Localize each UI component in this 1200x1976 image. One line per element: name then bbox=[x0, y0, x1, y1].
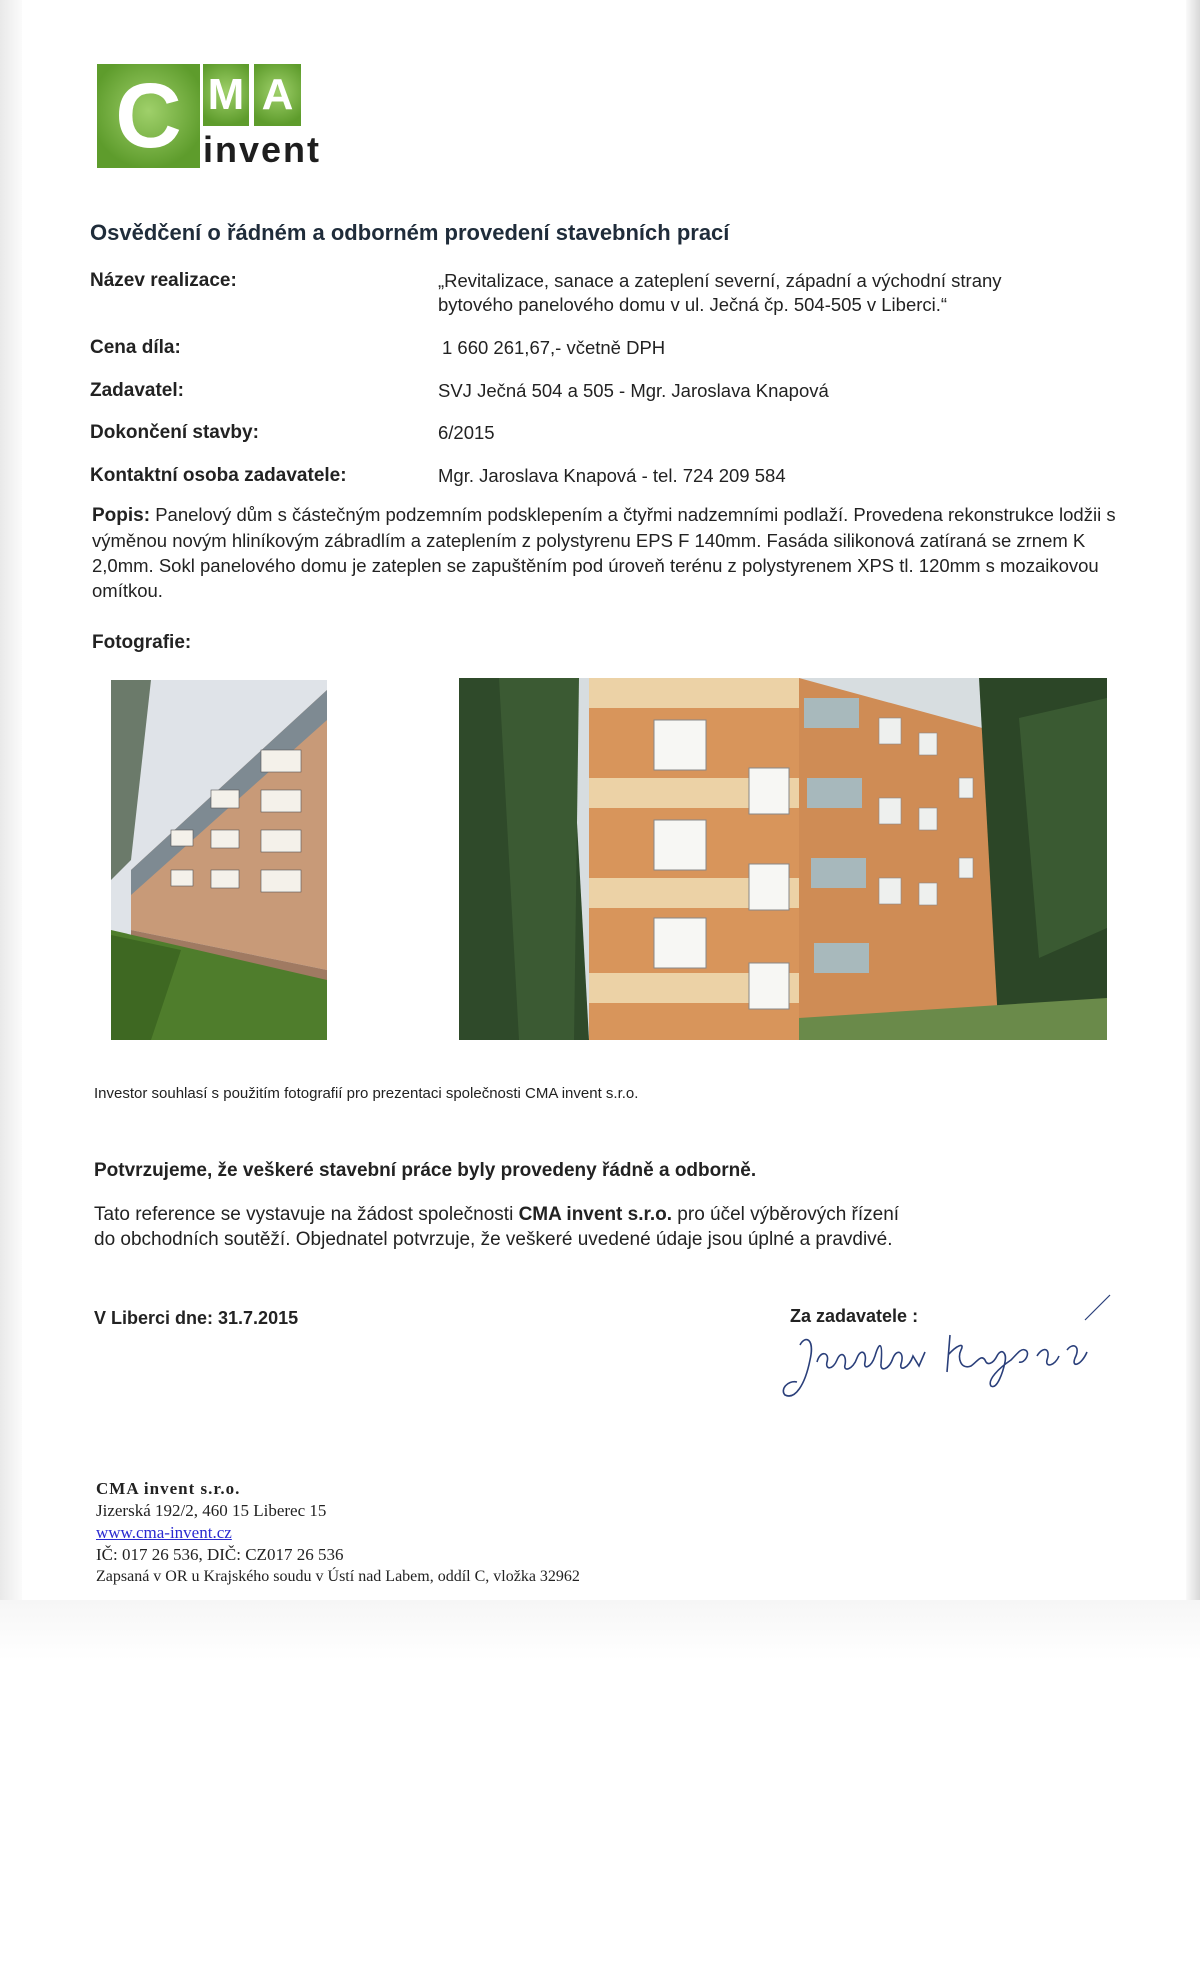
company-logo bbox=[97, 62, 341, 170]
description-label: Popis: bbox=[92, 505, 151, 526]
signer-label: Za zadavatele : bbox=[790, 1306, 919, 1326]
field-value-project-line-1: „Revitalizace, sanace a zateplení severní, západní a východní strany bbox=[438, 270, 1002, 291]
field-value-client: SVJ Ječná 504 a 505 - Mgr. Jaroslava Knapová bbox=[438, 380, 829, 401]
document-title: Osvědčení o řádném a odborném provedení stavebních prací bbox=[90, 220, 730, 245]
confirmation-statement: Potvrzujeme, že veškeré stavební práce byly provedeny řádně a odborně. bbox=[94, 1160, 757, 1181]
description-text: Panelový dům s částečným podzemním podsklepením a čtyřmi nadzemními podlaží. Provedena rekonstrukce lodžii s výměnou novým hliníkovým zábradlím a zateplením z polystyrenu EPS F 140mm. Fasáda silikonová zatíraná se zrnem K 2,0mm. Sokl panelového domu je zateplen se zapuštěním pod úroveň terénu z polystyrenem XPS tl. 120mm s mozaikovou omítkou. bbox=[92, 504, 1116, 601]
field-value-project-line-2: bytového panelového domu v ul. Ječná čp. 504-505 v Liberci.“ bbox=[438, 294, 948, 315]
company-footer bbox=[96, 1478, 580, 1588]
reference-text-start: Tato reference se vystavuje na žádost společnosti bbox=[94, 1204, 519, 1225]
building-photo-front-view bbox=[459, 678, 1107, 1040]
handwritten-signature bbox=[775, 1290, 1135, 1410]
reference-company: CMA invent s.r.o. bbox=[518, 1204, 673, 1225]
footer-website-link[interactable]: www.cma-invent.cz bbox=[96, 1523, 232, 1542]
logo-wordmark: invent bbox=[203, 129, 322, 170]
footer-company-name: CMA invent s.r.o. bbox=[96, 1479, 241, 1498]
scan-page-edge-right bbox=[1186, 0, 1200, 1640]
photos-label: Fotografie: bbox=[92, 632, 192, 653]
field-label-project: Název realizace: bbox=[90, 270, 237, 291]
field-value-price: 1 660 261,67,- včetně DPH bbox=[442, 337, 666, 358]
field-label-completion: Dokončení stavby: bbox=[90, 422, 259, 443]
date-place-line: V Liberci dne: 31.7.2015 bbox=[94, 1308, 299, 1328]
footer-company-ids: IČ: 017 26 536, DIČ: CZ017 26 536 bbox=[96, 1545, 344, 1564]
reference-text-end: pro účel výběrových řízení bbox=[672, 1204, 900, 1225]
description-paragraph bbox=[92, 502, 1132, 603]
field-value-project bbox=[438, 269, 1002, 317]
reference-text-line2: do obchodních soutěží. Objednatel potvrzuje, že veškeré uvedené údaje jsou úplné a pravdivé. bbox=[94, 1229, 893, 1250]
footer-registry: Zapsaná v OR u Krajského soudu v Ústí nad Labem, oddíl C, vložka 32962 bbox=[96, 1568, 580, 1585]
scan-page-edge-left bbox=[0, 0, 22, 1640]
building-photo-side-view bbox=[111, 680, 327, 1040]
logo-letter-c: C bbox=[97, 64, 200, 168]
field-label-price: Cena díla: bbox=[90, 337, 181, 358]
reference-paragraph bbox=[94, 1202, 994, 1252]
field-label-client: Zadavatel: bbox=[90, 380, 184, 401]
footer-address: Jizerská 192/2, 460 15 Liberec 15 bbox=[96, 1501, 327, 1520]
logo-letter-a: A bbox=[254, 64, 301, 126]
photo-consent-note: Investor souhlasí s použitím fotografií pro prezentaci společnosti CMA invent s.r.o. bbox=[94, 1085, 639, 1102]
field-label-contact: Kontaktní osoba zadavatele: bbox=[90, 465, 347, 486]
field-value-completion: 6/2015 bbox=[438, 422, 495, 443]
field-value-contact: Mgr. Jaroslava Knapová - tel. 724 209 584 bbox=[438, 465, 786, 486]
scan-page-bottom bbox=[0, 1600, 1200, 1660]
logo-letter-m: M bbox=[203, 64, 249, 126]
